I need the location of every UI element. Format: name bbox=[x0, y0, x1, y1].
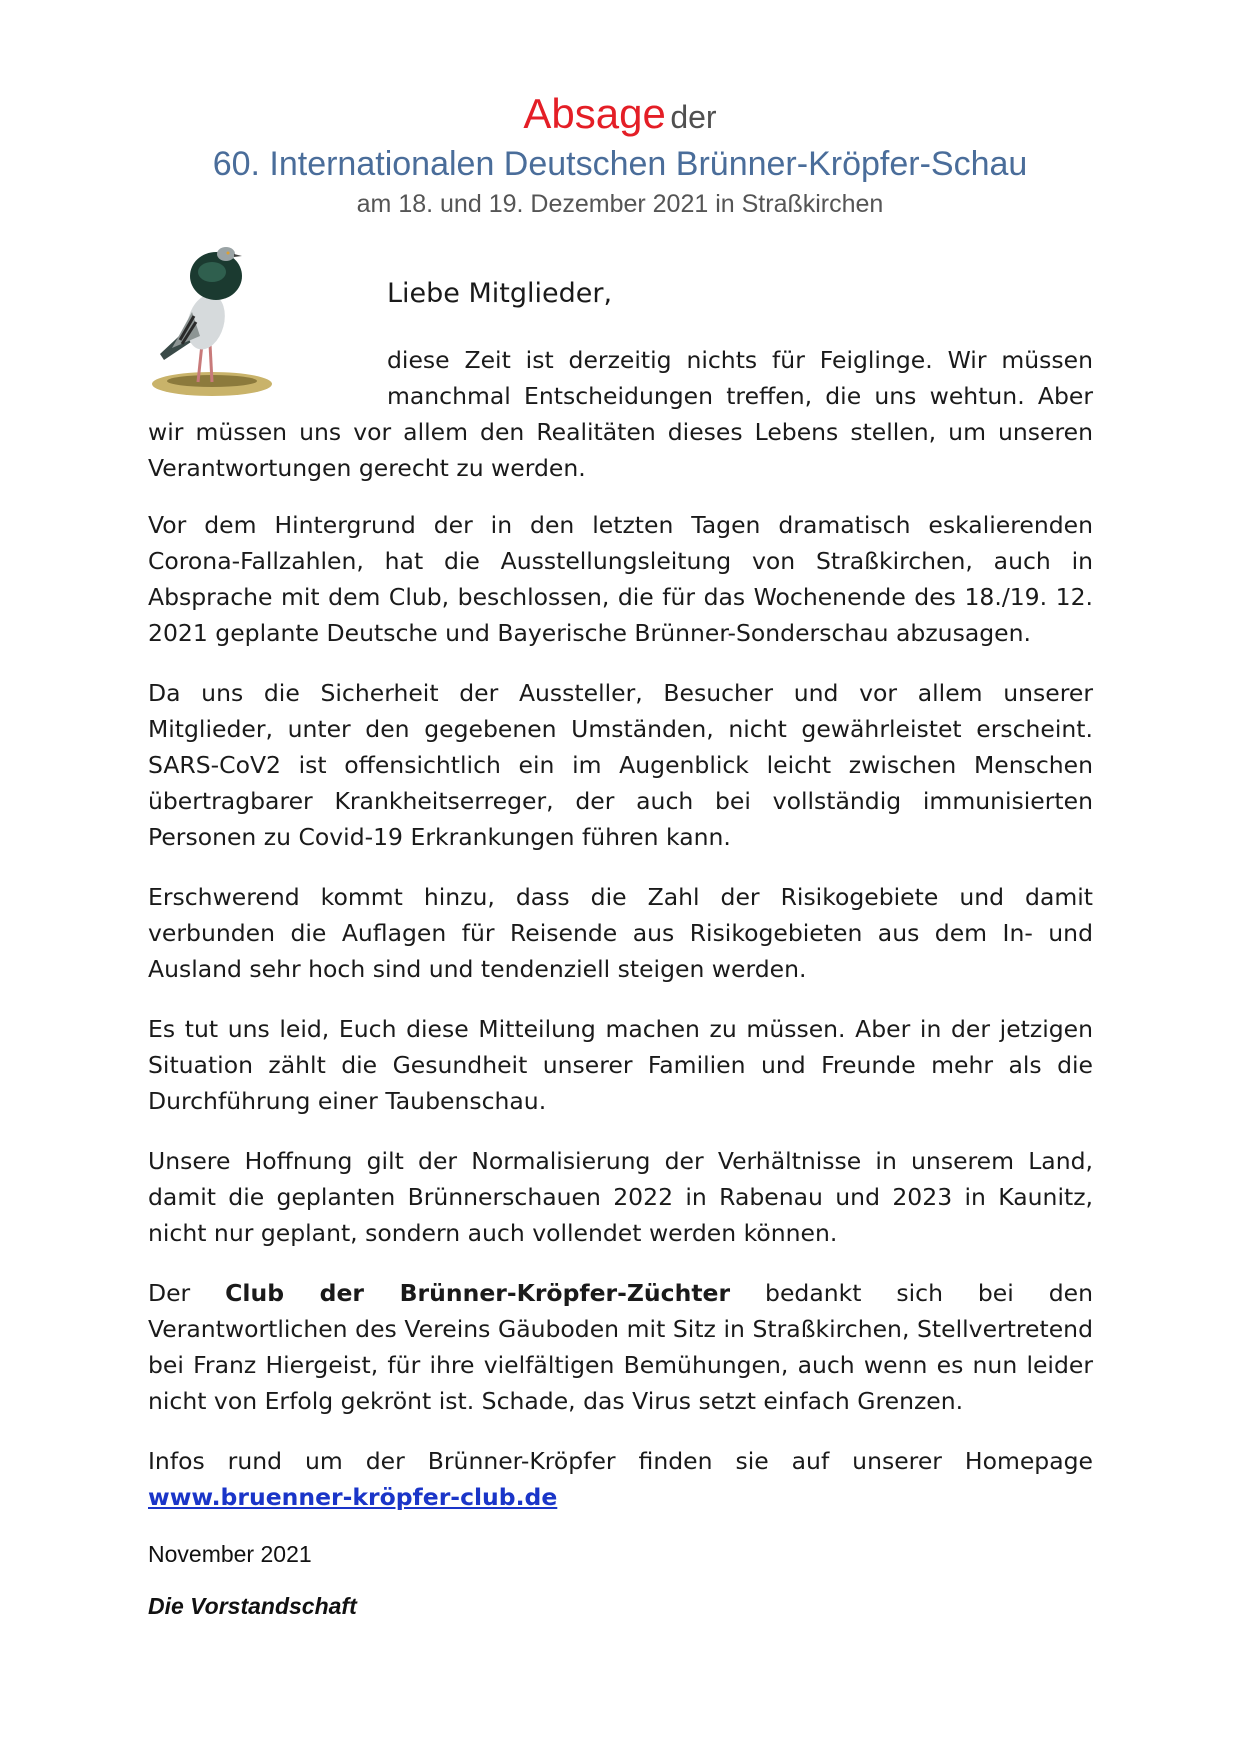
homepage-link[interactable]: www.bruenner-kröpfer-club.de bbox=[148, 1483, 558, 1511]
paragraph-6: Unsere Hoffnung gilt der Normalisierung der Verhältnisse in unserem Land, damit die geplanten Brünnerschauen 2022 in Rabenau und 2023 in Kaunitz, nicht nur geplant, sondern auch vollendet werden können. bbox=[148, 1147, 1093, 1247]
paragraph-7-post: bedankt sich bei den Verantwortlichen des Vereins Gäuboden mit Sitz in Straßkirchen, Stellvertretend bei Franz Hiergeist, für ihre vielfältigen Bemühungen, auch wenn es nun leider nicht von Erfolg gekrönt ist. Schade, das Virus setzt einfach Grenzen. bbox=[148, 1279, 1094, 1415]
paragraph-3: Da uns die Sicherheit der Aussteller, Besucher und vor allem unserer Mitglieder, unter den gegebenen Umständen, nicht gewährleistet erscheint. SARS-CoV2 ist offensichtlich ein im Augenblick leicht zwischen Menschen übertragbarer Krankheitserreger, der auch bei vollständig immunisierten Personen zu Covid-19 Erkrankungen führen kann. bbox=[148, 679, 1093, 851]
paragraph-7-pre: Der bbox=[148, 1279, 226, 1307]
paragraph-5: Es tut uns leid, Euch diese Mitteilung machen zu müssen. Aber in der jetzigen Situation zählt die Gesundheit unserer Familien und Freunde mehr als die Durchführung einer Taubenschau. bbox=[148, 1015, 1093, 1115]
paragraph-1-rest: wir müssen uns vor allem den Realitäten dieses Lebens stellen, um unseren Verantwortungen gerecht zu werden. bbox=[148, 418, 1093, 482]
signature: Die Vorstandschaft bbox=[148, 1593, 357, 1619]
paragraph-2: Vor dem Hintergrund der in den letzten Tagen dramatisch eskalierenden Corona-Fallzahlen, hat die Ausstellungsleitung von Straßkirchen, auch in Absprache mit dem Club, beschlossen, die für das Wochenende des 18./19. 12. 2021 geplante Deutsche und Bayerische Brünner-Sonderschau abzusagen. bbox=[148, 511, 1093, 647]
paragraph-4: Erschwerend kommt hinzu, dass die Zahl der Risikogebiete und damit verbunden die Auflagen für Reisende aus Risikogebieten aus dem In- und Ausland sehr hoch sind und tendenziell steigen werden. bbox=[148, 883, 1093, 983]
absage-word: Absage bbox=[523, 90, 666, 137]
paragraph-1-line-1: diese Zeit ist derzeitig nichts für Feiglinge. Wir müssen bbox=[387, 346, 1093, 374]
heading-line-1 bbox=[0, 90, 1240, 138]
pigeon-illustration-icon bbox=[150, 244, 280, 404]
paragraph-1-line-2: manchmal Entscheidungen treffen, die uns wehtun. Aber bbox=[387, 382, 1093, 410]
greeting: Liebe Mitglieder, bbox=[387, 278, 613, 309]
der-word: der bbox=[670, 99, 717, 135]
event-subtitle: am 18. und 19. Dezember 2021 in Straßkirchen bbox=[356, 190, 884, 218]
paragraph-8-text: Infos rund um der Brünner-Kröpfer finden sie auf unserer Homepage bbox=[148, 1447, 1093, 1475]
event-title: 60. Internationalen Deutschen Brünner-Kröpfer-Schau bbox=[212, 145, 1028, 183]
paragraph-8 bbox=[148, 1443, 1093, 1515]
club-name: Club der Brünner-Kröpfer-Züchter bbox=[225, 1279, 731, 1307]
date: November 2021 bbox=[148, 1541, 312, 1567]
paragraph-7 bbox=[148, 1275, 1093, 1419]
